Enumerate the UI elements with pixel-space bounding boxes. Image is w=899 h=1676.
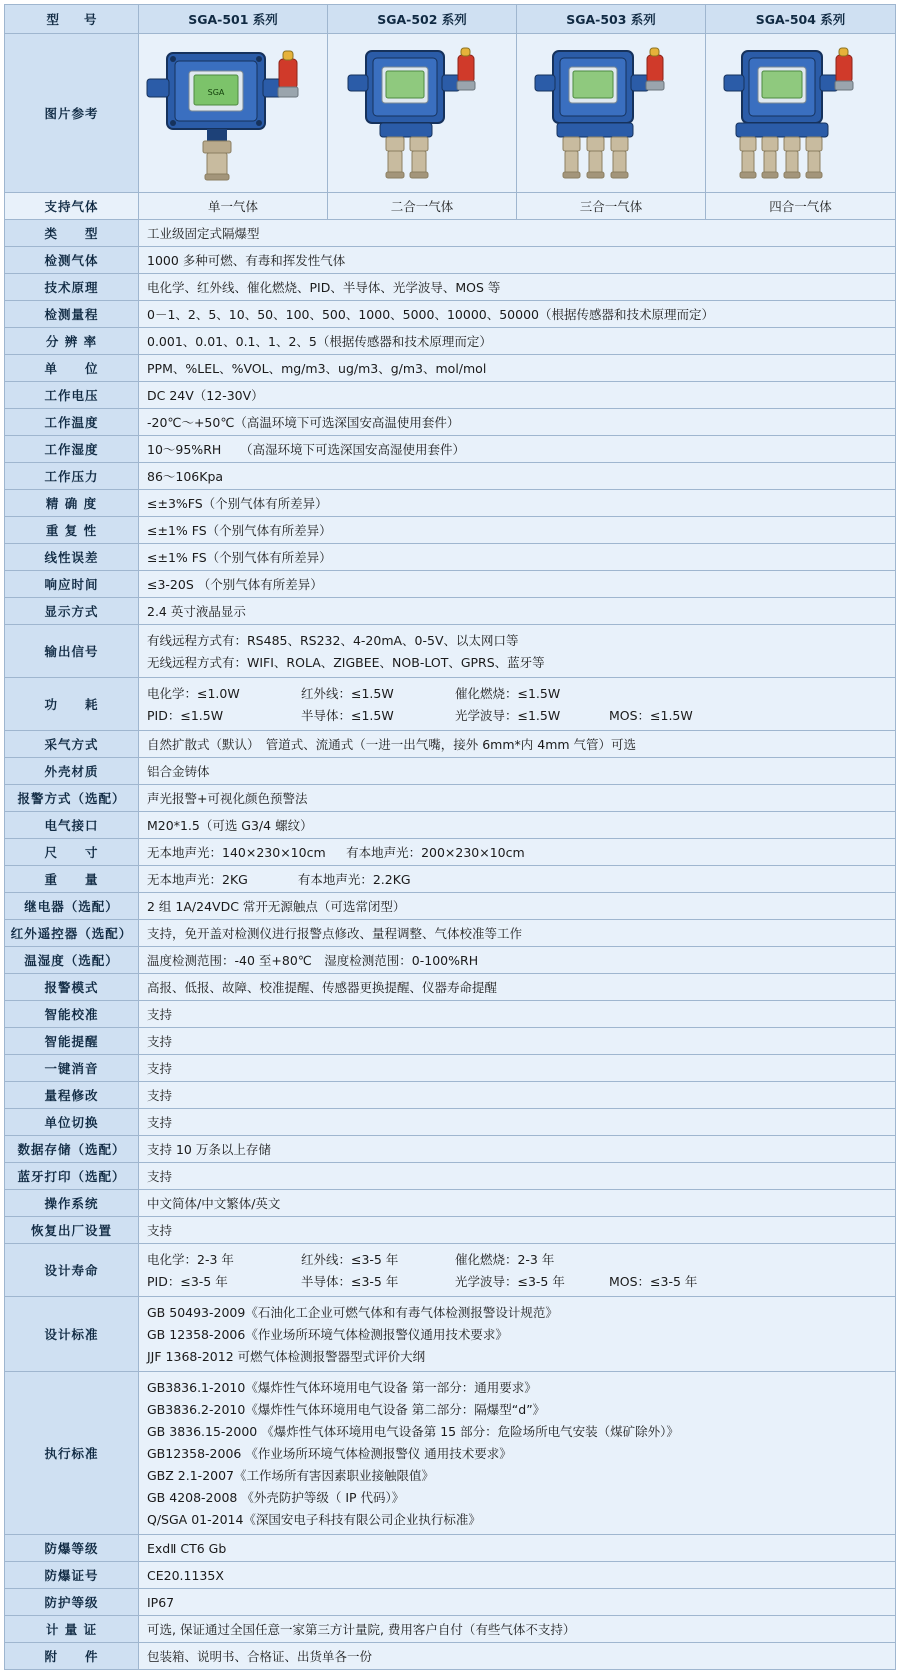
spec-label-sampling: 采气方式	[5, 731, 139, 758]
spec-row-accessories	[5, 1643, 896, 1670]
lifetime-mos: MOS：≤3-5 年	[608, 1274, 698, 1289]
power-electrochemical: 电化学：≤1.0W	[147, 686, 240, 701]
spec-value-temperature: -20℃～+50℃（高温环境下可选深国安高温使用套件）	[139, 409, 896, 436]
spec-row-alarm-type	[5, 785, 896, 812]
spec-label-housing: 外壳材质	[5, 758, 139, 785]
execution-standard-line-2: GB3836.2-2010《爆炸性气体环境用电气设备 第二部分：隔爆型“d”》	[147, 1402, 546, 1417]
spec-label-relay: 继电器（选配）	[5, 893, 139, 920]
spec-row-ex-certificate	[5, 1562, 896, 1589]
spec-label-ip-rating: 防护等级	[5, 1589, 139, 1616]
spec-value-weight: 无本地声光：2KG 有本地声光：2.2KG	[139, 866, 896, 893]
spec-label-pressure: 工作压力	[5, 463, 139, 490]
spec-label-accessories: 附 件	[5, 1643, 139, 1670]
spec-value-alarm-type: 声光报警+可视化颜色预警法	[139, 785, 896, 812]
lifetime-optical: 光学波导：≤3-5 年	[454, 1274, 565, 1289]
power-catalytic: 催化燃烧：≤1.5W	[454, 686, 561, 701]
spec-row-relay	[5, 893, 896, 920]
spec-value-data-storage: 支持 10 万条以上存储	[139, 1136, 896, 1163]
gas-support-value-2: 二合一气体	[328, 193, 517, 220]
spec-label-range: 检测量程	[5, 301, 139, 328]
power-line-2	[147, 704, 887, 726]
spec-label-voltage: 工作电压	[5, 382, 139, 409]
spec-row-metrology-cert	[5, 1616, 896, 1643]
spec-value-range-modify: 支持	[139, 1082, 896, 1109]
spec-row-temp-humidity-option	[5, 947, 896, 974]
header-model-3: SGA-503 系列	[517, 5, 706, 34]
spec-label-resolution: 分 辨 率	[5, 328, 139, 355]
spec-row-unit-switch	[5, 1109, 896, 1136]
execution-standard-value	[139, 1372, 896, 1535]
gas-support-label: 支持气体	[5, 193, 139, 220]
spec-value-humidity: 10～95%RH （高湿环境下可选深国安高湿使用套件）	[139, 436, 896, 463]
design-standard-row	[5, 1297, 896, 1372]
gas-detector-4-icon	[706, 41, 881, 186]
spec-label-bluetooth-print: 蓝牙打印（选配）	[5, 1163, 139, 1190]
execution-standard-line-3: GB 3836.15-2000 《爆炸性气体环境用电气设备第 15 部分：危险场所电气安装（煤矿除外）》	[147, 1424, 679, 1439]
spec-label-ir-remote: 红外遥控器（选配）	[5, 920, 139, 947]
gas-support-row	[5, 193, 896, 220]
spec-label-metrology-cert: 计 量 证	[5, 1616, 139, 1643]
spec-value-range: 0－1、2、5、10、50、100、500、1000、5000、10000、50000（根据传感器和技术原理而定）	[139, 301, 896, 328]
power-label: 功 耗	[5, 678, 139, 731]
spec-value-voltage: DC 24V（12-30V）	[139, 382, 896, 409]
spec-row-range	[5, 301, 896, 328]
spec-row-bluetooth-print	[5, 1163, 896, 1190]
execution-standard-line-5: GBZ 2.1-2007《工作场所有害因素职业接触限值》	[147, 1468, 435, 1483]
design-standard-value	[139, 1297, 896, 1372]
device-image-1	[139, 34, 328, 193]
spec-label-ex-certificate: 防爆证号	[5, 1562, 139, 1589]
device-image-3	[517, 34, 706, 193]
spec-label-principle: 技术原理	[5, 274, 139, 301]
spec-label-repeatability: 重 复 性	[5, 517, 139, 544]
execution-standard-line-6: GB 4208-2008 《外壳防护等级（ IP 代码）》	[147, 1490, 405, 1505]
spec-value-sampling: 自然扩散式（默认） 管道式、流通式（一进一出气嘴，接外 6mm*内 4mm 气管）可选	[139, 731, 896, 758]
design-standard-label: 设计标准	[5, 1297, 139, 1372]
spec-row-alarm-mode	[5, 974, 896, 1001]
design-standard-line-3: JJF 1368-2012 可燃气体检测报警器型式评价大纲	[147, 1349, 426, 1364]
output-signal-label: 输出信号	[5, 625, 139, 678]
gas-detector-1-icon	[139, 41, 314, 186]
spec-row-data-storage	[5, 1136, 896, 1163]
spec-value-metrology-cert: 可选, 保证通过全国任意一家第三方计量院, 费用客户自付（有些气体不支持）	[139, 1616, 896, 1643]
spec-value-relay: 2 组 1A/24VDC 常开无源触点（可选常闭型）	[139, 893, 896, 920]
spec-value-response-time: ≤3-20S （个别气体有所差异）	[139, 571, 896, 598]
spec-value-unit-switch: 支持	[139, 1109, 896, 1136]
design-standard-line-2: GB 12358-2006《作业场所环境气体检测报警仪通用技术要求》	[147, 1327, 508, 1342]
spec-value-repeatability: ≤±1% FS（个别气体有所差异）	[139, 517, 896, 544]
table-header-row	[5, 5, 896, 34]
device-image-4	[706, 34, 896, 193]
spec-row-weight	[5, 866, 896, 893]
header-model-2: SGA-502 系列	[328, 5, 517, 34]
spec-label-unit-switch: 单位切换	[5, 1109, 139, 1136]
header-model-4: SGA-504 系列	[706, 5, 896, 34]
spec-label-linearity: 线性误差	[5, 544, 139, 571]
header-model-label: 型 号	[5, 5, 139, 34]
power-pid: PID：≤1.5W	[147, 708, 224, 723]
spec-label-alarm-type: 报警方式（选配）	[5, 785, 139, 812]
spec-label-range-modify: 量程修改	[5, 1082, 139, 1109]
gas-support-value-1: 单一气体	[139, 193, 328, 220]
spec-label-size: 尺 寸	[5, 839, 139, 866]
spec-row-factory-reset	[5, 1217, 896, 1244]
gas-detector-3-icon	[517, 41, 692, 186]
svg-text:SGA: SGA	[207, 87, 225, 97]
spec-label-ex-rating: 防爆等级	[5, 1535, 139, 1562]
execution-standard-line-4: GB12358-2006 《作业场所环境气体检测报警仪 通用技术要求》	[147, 1446, 512, 1461]
spec-value-housing: 铝合金铸体	[139, 758, 896, 785]
power-line-1	[147, 682, 887, 704]
execution-standard-line-1: GB3836.1-2010《爆炸性气体环境用电气设备 第一部分：通用要求》	[147, 1380, 537, 1395]
spec-row-unit	[5, 355, 896, 382]
gas-support-value-4: 四合一气体	[706, 193, 896, 220]
spec-label-data-storage: 数据存储（选配）	[5, 1136, 139, 1163]
power-optical: 光学波导：≤1.5W	[454, 708, 561, 723]
spec-label-factory-reset: 恢复出厂设置	[5, 1217, 139, 1244]
spec-row-size	[5, 839, 896, 866]
spec-row-pressure	[5, 463, 896, 490]
lifetime-semiconductor: 半导体：≤3-5 年	[300, 1274, 399, 1289]
spec-value-one-key-mute: 支持	[139, 1055, 896, 1082]
power-semiconductor: 半导体：≤1.5W	[300, 708, 394, 723]
spec-row-ex-rating	[5, 1535, 896, 1562]
spec-value-ir-remote: 支持，免开盖对检测仪进行报警点修改、量程调整、气体校准等工作	[139, 920, 896, 947]
power-row	[5, 678, 896, 731]
spec-value-bluetooth-print: 支持	[139, 1163, 896, 1190]
execution-standard-label: 执行标准	[5, 1372, 139, 1535]
lifetime-line-2	[147, 1270, 887, 1292]
spec-value-ex-certificate: CE20.1135X	[139, 1562, 896, 1589]
spec-row-humidity	[5, 436, 896, 463]
image-reference-row	[5, 34, 896, 193]
execution-standard-row	[5, 1372, 896, 1535]
spec-label-detect-gas: 检测气体	[5, 247, 139, 274]
spec-label-smart-reminder: 智能提醒	[5, 1028, 139, 1055]
spec-label-type: 类 型	[5, 220, 139, 247]
spec-row-housing	[5, 758, 896, 785]
spec-label-electrical-interface: 电气接口	[5, 812, 139, 839]
lifetime-row	[5, 1244, 896, 1297]
spec-value-ip-rating: IP67	[139, 1589, 896, 1616]
output-signal-value	[139, 625, 896, 678]
output-signal-line-1: 有线远程方式有：RS485、RS232、4-20mA、0-5V、以太网口等	[147, 633, 519, 648]
spec-value-resolution: 0.001、0.01、0.1、1、2、5（根据传感器和技术原理而定）	[139, 328, 896, 355]
spec-value-linearity: ≤±1% FS（个别气体有所差异）	[139, 544, 896, 571]
device-image-2	[328, 34, 517, 193]
spec-value-os: 中文简体/中文繁体/英文	[139, 1190, 896, 1217]
specification-table	[4, 4, 896, 1670]
output-signal-row	[5, 625, 896, 678]
spec-row-sampling	[5, 731, 896, 758]
spec-label-alarm-mode: 报警模式	[5, 974, 139, 1001]
spec-row-range-modify	[5, 1082, 896, 1109]
spec-value-detect-gas: 1000 多种可燃、有毒和挥发性气体	[139, 247, 896, 274]
spec-row-electrical-interface	[5, 812, 896, 839]
spec-label-accuracy: 精 确 度	[5, 490, 139, 517]
spec-row-ip-rating	[5, 1589, 896, 1616]
gas-support-value-3: 三合一气体	[517, 193, 706, 220]
spec-value-size: 无本地声光：140×230×10cm 有本地声光：200×230×10cm	[139, 839, 896, 866]
header-model-1: SGA-501 系列	[139, 5, 328, 34]
execution-standard-line-7: Q/SGA 01-2014《深国安电子科技有限公司企业执行标准》	[147, 1512, 481, 1527]
spec-label-os: 操作系统	[5, 1190, 139, 1217]
spec-value-temp-humidity-option: 温度检测范围：-40 至+80℃ 湿度检测范围：0-100%RH	[139, 947, 896, 974]
spec-row-principle	[5, 274, 896, 301]
image-reference-label: 图片参考	[5, 34, 139, 193]
spec-row-temperature	[5, 409, 896, 436]
power-value	[139, 678, 896, 731]
spec-row-resolution	[5, 328, 896, 355]
lifetime-electrochemical: 电化学：2-3 年	[147, 1252, 234, 1267]
spec-label-unit: 单 位	[5, 355, 139, 382]
spec-value-smart-reminder: 支持	[139, 1028, 896, 1055]
spec-value-factory-reset: 支持	[139, 1217, 896, 1244]
spec-value-ex-rating: ExdⅡ CT6 Gb	[139, 1535, 896, 1562]
power-infrared: 红外线：≤1.5W	[300, 686, 394, 701]
spec-value-smart-calibration: 支持	[139, 1001, 896, 1028]
spec-label-weight: 重 量	[5, 866, 139, 893]
spec-label-temperature: 工作温度	[5, 409, 139, 436]
spec-row-type	[5, 220, 896, 247]
spec-value-accessories: 包装箱、说明书、合格证、出货单各一份	[139, 1643, 896, 1670]
spec-label-display: 显示方式	[5, 598, 139, 625]
spec-row-repeatability	[5, 517, 896, 544]
spec-row-voltage	[5, 382, 896, 409]
power-mos: MOS：≤1.5W	[608, 708, 693, 723]
lifetime-catalytic: 催化燃烧：2-3 年	[454, 1252, 555, 1267]
lifetime-value	[139, 1244, 896, 1297]
spec-value-type: 工业级固定式隔爆型	[139, 220, 896, 247]
spec-value-accuracy: ≤±3%FS（个别气体有所差异）	[139, 490, 896, 517]
lifetime-label: 设计寿命	[5, 1244, 139, 1297]
spec-label-response-time: 响应时间	[5, 571, 139, 598]
spec-row-one-key-mute	[5, 1055, 896, 1082]
spec-row-response-time	[5, 571, 896, 598]
spec-value-display: 2.4 英寸液晶显示	[139, 598, 896, 625]
spec-row-linearity	[5, 544, 896, 571]
lifetime-infrared: 红外线：≤3-5 年	[300, 1252, 399, 1267]
lifetime-pid: PID：≤3-5 年	[147, 1274, 228, 1289]
spec-value-pressure: 86～106Kpa	[139, 463, 896, 490]
design-standard-line-1: GB 50493-2009《石油化工企业可燃气体和有毒气体检测报警设计规范》	[147, 1305, 558, 1320]
spec-row-smart-calibration	[5, 1001, 896, 1028]
spec-row-smart-reminder	[5, 1028, 896, 1055]
spec-value-alarm-mode: 高报、低报、故障、校准提醒、传感器更换提醒、仪器寿命提醒	[139, 974, 896, 1001]
spec-label-humidity: 工作湿度	[5, 436, 139, 463]
lifetime-line-1	[147, 1248, 887, 1270]
spec-label-temp-humidity-option: 温湿度（选配）	[5, 947, 139, 974]
spec-label-one-key-mute: 一键消音	[5, 1055, 139, 1082]
spec-row-display	[5, 598, 896, 625]
spec-row-os	[5, 1190, 896, 1217]
gas-detector-2-icon	[328, 41, 503, 186]
spec-row-accuracy	[5, 490, 896, 517]
spec-row-detect-gas	[5, 247, 896, 274]
spec-value-unit: PPM、%LEL、%VOL、mg/m3、ug/m3、g/m3、mol/mol	[139, 355, 896, 382]
spec-row-ir-remote	[5, 920, 896, 947]
output-signal-line-2: 无线远程方式有：WIFI、ROLA、ZIGBEE、NOB-LOT、GPRS、蓝牙等	[147, 655, 545, 670]
spec-value-electrical-interface: M20*1.5（可选 G3/4 螺纹）	[139, 812, 896, 839]
spec-label-smart-calibration: 智能校准	[5, 1001, 139, 1028]
spec-value-principle: 电化学、红外线、催化燃烧、PID、半导体、光学波导、MOS 等	[139, 274, 896, 301]
